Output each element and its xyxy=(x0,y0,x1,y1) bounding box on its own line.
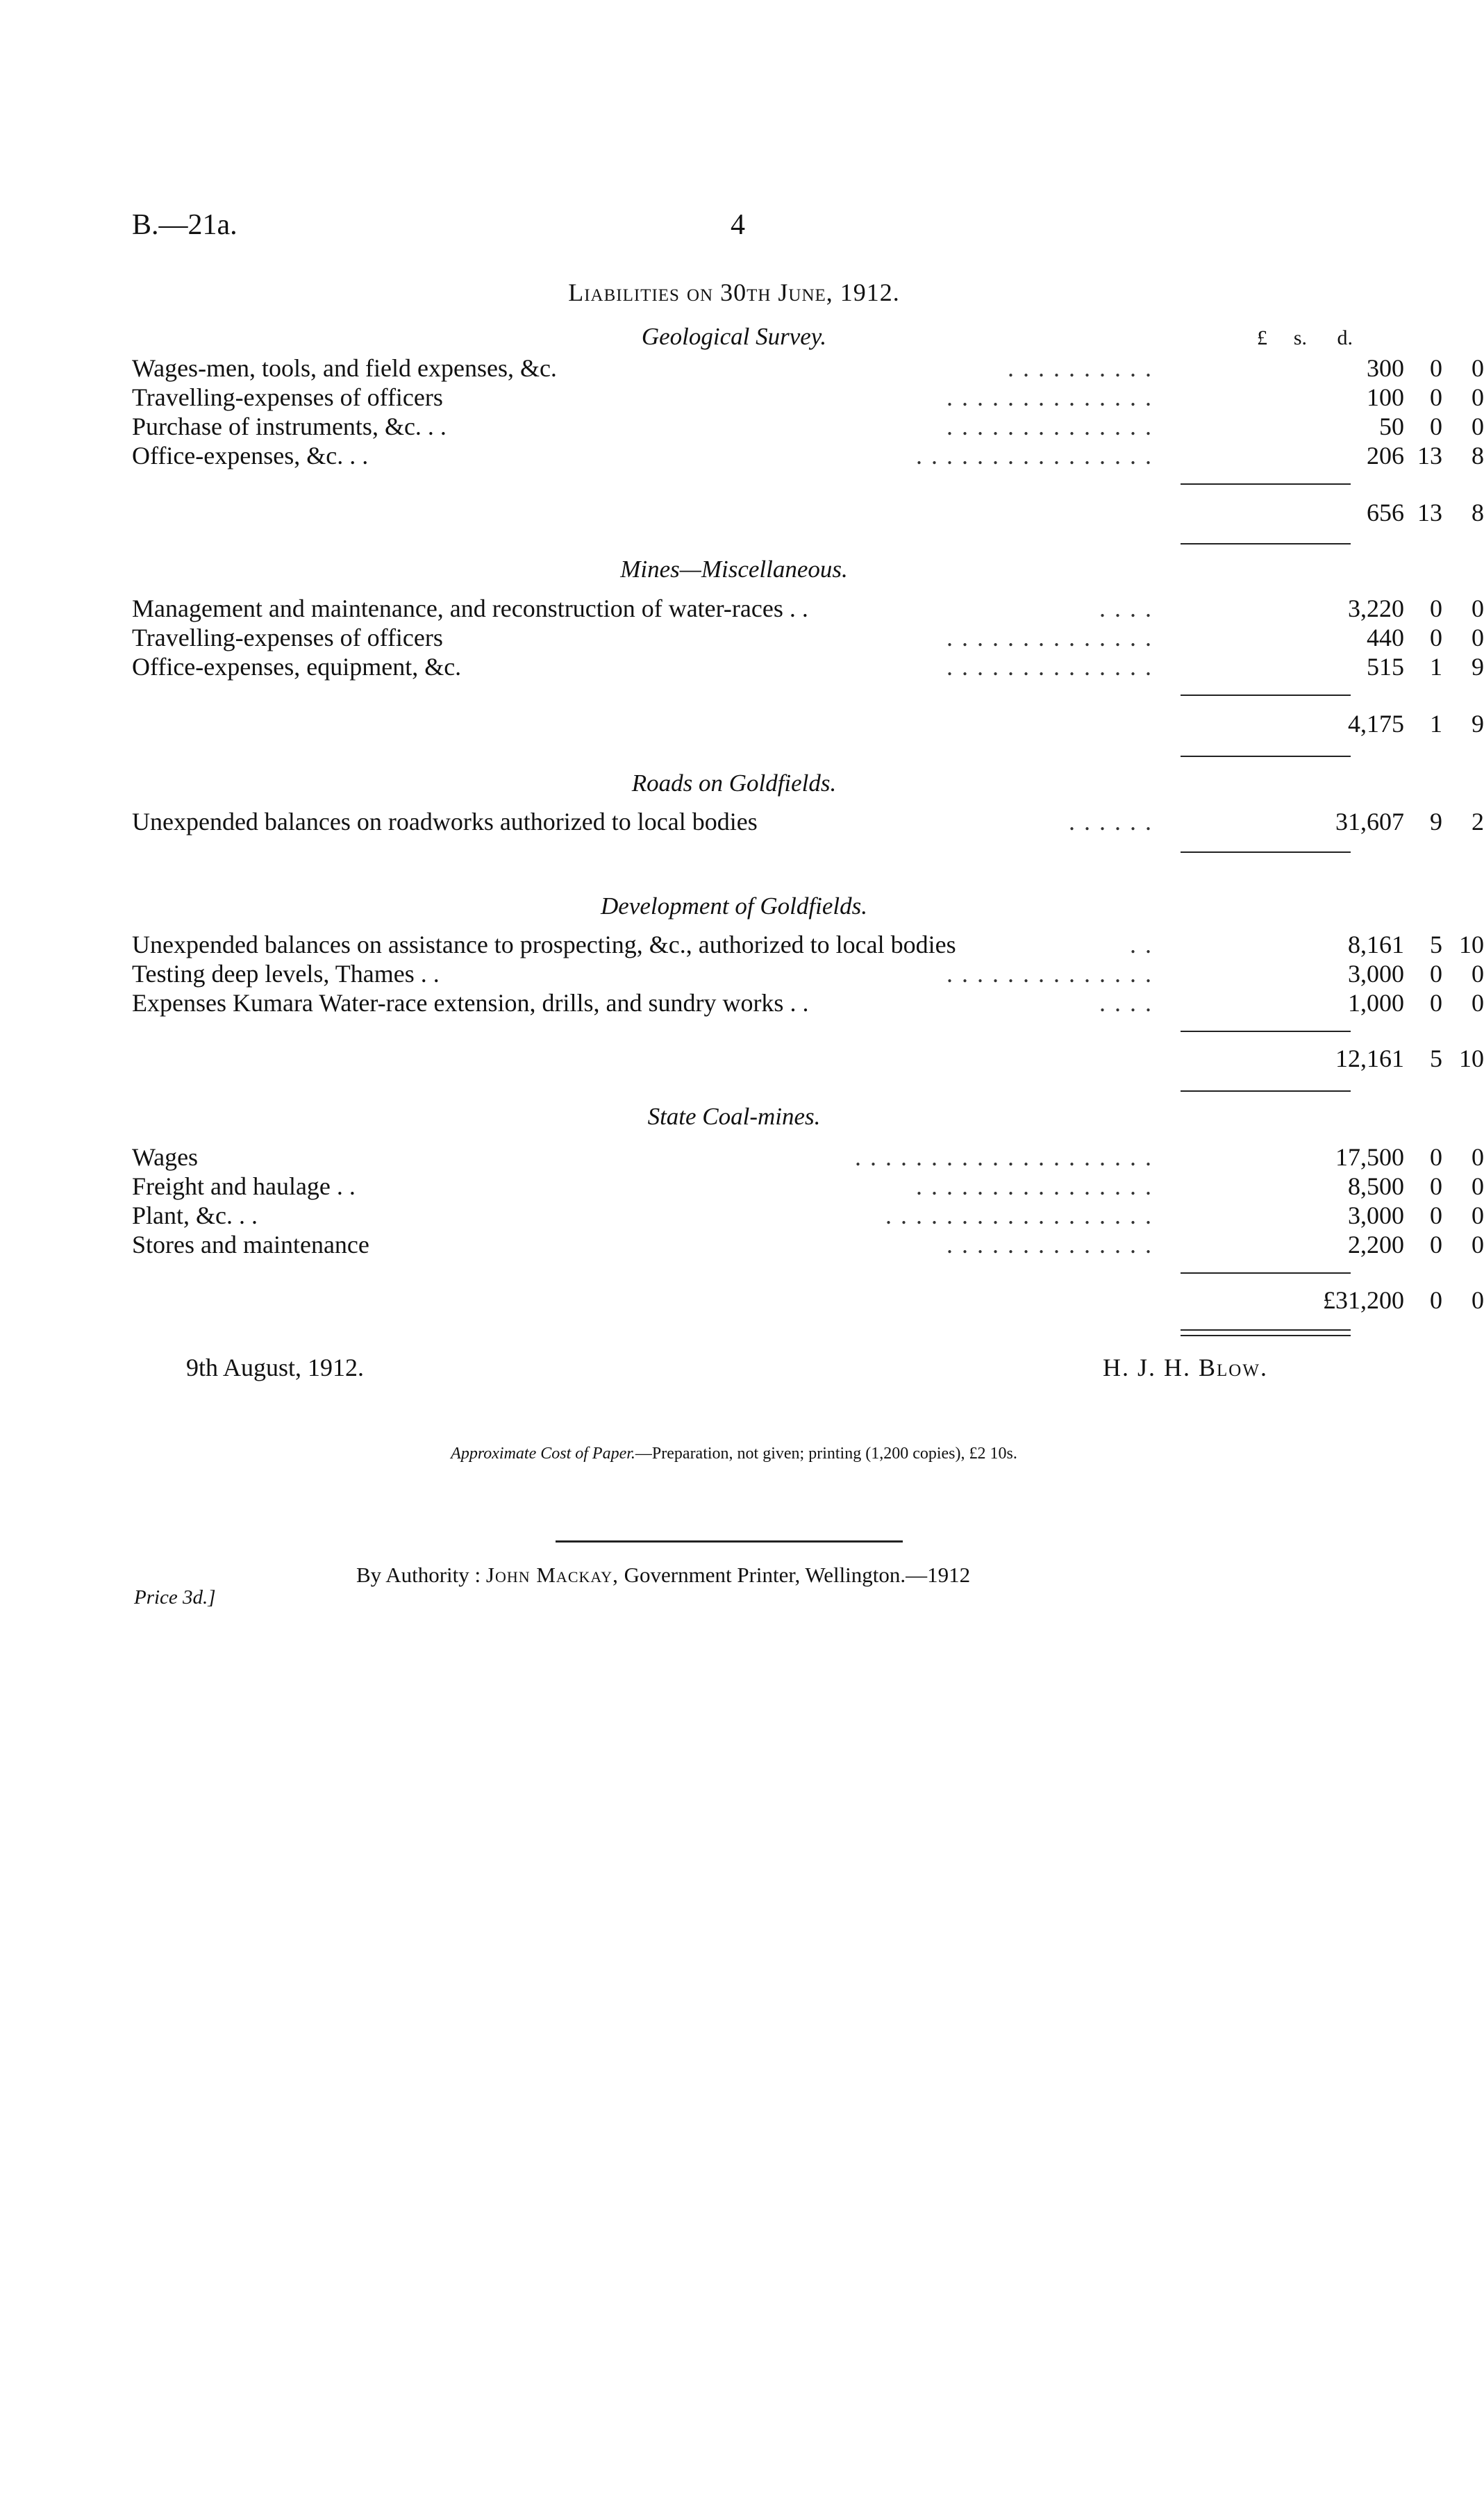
row-pounds: 50 xyxy=(1379,413,1404,440)
row-pounds: 300 xyxy=(1367,354,1404,382)
row-shillings: 0 xyxy=(1430,413,1442,440)
row-shillings: 13 xyxy=(1417,442,1442,469)
total-pence: 9 xyxy=(1472,710,1484,738)
row-pence: 0 xyxy=(1472,624,1484,651)
price-label: Price 3d.] xyxy=(134,1586,216,1608)
row-pounds: 8,500 xyxy=(1348,1172,1404,1200)
date-line: 9th August, 1912. xyxy=(186,1354,365,1381)
row-shillings: 0 xyxy=(1430,1143,1442,1171)
authority-suffix: Government Printer, Wellington.—1912 xyxy=(624,1563,971,1587)
row-label: Wages xyxy=(132,1143,199,1171)
row-pounds: 1,000 xyxy=(1348,989,1404,1017)
row-pence: 0 xyxy=(1472,960,1484,988)
dot-leader: . . . . . . . . . . . . . . xyxy=(947,383,1153,411)
subtotal-rule xyxy=(1181,695,1351,696)
row-shillings: 0 xyxy=(1430,1202,1442,1229)
grand-total-rule xyxy=(1181,1329,1351,1331)
total-rule xyxy=(1181,543,1351,544)
section-heading-development-of-goldfields: Development of Goldfields. xyxy=(601,892,867,920)
authority-prefix: By Authority : xyxy=(356,1563,481,1587)
shillings-column-header: s. xyxy=(1293,326,1307,349)
row-pence: 10 xyxy=(1459,931,1484,958)
row-pence: 0 xyxy=(1472,1172,1484,1200)
dot-leader: . . . . . . . . . . . . . . . . xyxy=(916,1172,1153,1200)
row-pence: 0 xyxy=(1472,383,1484,411)
dot-leader: . . . . . . . . . . . . . . . . . . . . xyxy=(855,1143,1153,1171)
total-rule xyxy=(1181,756,1351,757)
row-shillings: 0 xyxy=(1430,624,1442,651)
row-label: Office-expenses, &c. . . xyxy=(132,442,369,469)
total-pence: 0 xyxy=(1472,1286,1484,1314)
row-label: Office-expenses, equipment, &c. xyxy=(132,653,462,681)
row-shillings: 0 xyxy=(1430,1231,1442,1258)
total-shillings: 13 xyxy=(1417,499,1442,526)
row-pounds: 440 xyxy=(1367,624,1404,651)
total-rule xyxy=(1181,1090,1351,1092)
page-title: Liabilities on 30th June, 1912. xyxy=(568,279,900,306)
subtotal-rule xyxy=(1181,1031,1351,1032)
dot-leader: . . . . . . xyxy=(1069,808,1153,836)
cost-note xyxy=(0,1445,1468,1463)
row-label: Purchase of instruments, &c. . . xyxy=(132,413,447,440)
row-label: Stores and maintenance xyxy=(132,1231,369,1258)
row-label: Plant, &c. . . xyxy=(132,1202,258,1229)
row-pence: 0 xyxy=(1472,1231,1484,1258)
total-pence: 10 xyxy=(1459,1045,1484,1072)
cost-text: —Preparation, not given; printing (1,200 copies), £2 10s. xyxy=(635,1445,1017,1463)
row-pounds: 3,000 xyxy=(1348,960,1404,988)
row-shillings: 1 xyxy=(1430,653,1442,681)
row-pence: 0 xyxy=(1472,595,1484,622)
total-pounds: £31,200 xyxy=(1323,1286,1404,1314)
row-shillings: 0 xyxy=(1430,960,1442,988)
row-label: Travelling-expenses of officers xyxy=(132,383,443,411)
row-pence: 2 xyxy=(1472,808,1484,836)
dot-leader: . . . . . . . . . . . . . . xyxy=(947,1231,1153,1258)
total-shillings: 1 xyxy=(1430,710,1442,738)
total-rule xyxy=(1181,851,1351,853)
row-pence: 8 xyxy=(1472,442,1484,469)
dot-leader: . . . . . . . . . . . . . . . . xyxy=(916,442,1153,469)
footer-rule xyxy=(556,1540,903,1543)
row-shillings: 5 xyxy=(1430,931,1442,958)
row-label: Unexpended balances on roadworks authorized to local bodies xyxy=(132,808,758,836)
row-pounds: 3,000 xyxy=(1348,1202,1404,1229)
total-pounds: 656 xyxy=(1367,499,1404,526)
row-pounds: 3,220 xyxy=(1348,595,1404,622)
row-pounds: 2,200 xyxy=(1348,1231,1404,1258)
row-pounds: 8,161 xyxy=(1348,931,1404,958)
total-shillings: 5 xyxy=(1430,1045,1442,1072)
grand-total-rule xyxy=(1181,1335,1351,1336)
cost-label: Approximate Cost of Paper. xyxy=(451,1445,635,1463)
row-pence: 0 xyxy=(1472,1143,1484,1171)
dot-leader: . . . . . . . . . . xyxy=(1008,354,1153,382)
subtotal-rule xyxy=(1181,483,1351,485)
pence-column-header: d. xyxy=(1337,326,1353,349)
subtotal-rule xyxy=(1181,1272,1351,1274)
dot-leader: . . . . xyxy=(1099,595,1153,622)
row-label: Expenses Kumara Water-race extension, drills, and sundry works . . xyxy=(132,989,809,1017)
row-shillings: 0 xyxy=(1430,383,1442,411)
dot-leader: . . . . . . . . . . . . . . xyxy=(947,624,1153,651)
authority-printer: John Mackay, xyxy=(485,1563,619,1587)
dot-leader: . . xyxy=(1130,931,1153,958)
signature: H. J. H. Blow. xyxy=(1103,1354,1268,1381)
total-shillings: 0 xyxy=(1430,1286,1442,1314)
row-label: Freight and haulage . . xyxy=(132,1172,356,1200)
row-pounds: 515 xyxy=(1367,653,1404,681)
row-pence: 0 xyxy=(1472,354,1484,382)
row-pounds: 206 xyxy=(1367,442,1404,469)
document-reference: B.—21a. xyxy=(132,209,237,241)
row-pence: 0 xyxy=(1472,989,1484,1017)
dot-leader: . . . . . . . . . . . . . . . . . . xyxy=(885,1202,1153,1229)
printer-authority xyxy=(356,1563,970,1588)
row-label: Wages-men, tools, and field expenses, &c. xyxy=(132,354,557,382)
section-heading-state-coal-mines: State Coal-mines. xyxy=(647,1103,821,1130)
row-pence: 9 xyxy=(1472,653,1484,681)
dot-leader: . . . . . . . . . . . . . . xyxy=(947,653,1153,681)
row-shillings: 9 xyxy=(1430,808,1442,836)
section-heading-mines-miscellaneous: Mines—Miscellaneous. xyxy=(620,556,848,583)
dot-leader: . . . . . . . . . . . . . . xyxy=(947,960,1153,988)
row-shillings: 0 xyxy=(1430,1172,1442,1200)
row-shillings: 0 xyxy=(1430,354,1442,382)
row-pounds: 17,500 xyxy=(1335,1143,1404,1171)
row-shillings: 0 xyxy=(1430,989,1442,1017)
row-label: Testing deep levels, Thames . . xyxy=(132,960,440,988)
row-label: Management and maintenance, and reconstruction of water-races . . xyxy=(132,595,808,622)
total-pounds: 4,175 xyxy=(1348,710,1404,738)
row-shillings: 0 xyxy=(1430,595,1442,622)
total-pence: 8 xyxy=(1472,499,1484,526)
row-pounds: 100 xyxy=(1367,383,1404,411)
page-number: 4 xyxy=(731,209,745,241)
dot-leader: . . . . . . . . . . . . . . xyxy=(947,413,1153,440)
section-heading-roads-on-goldfields: Roads on Goldfields. xyxy=(631,770,837,797)
row-label: Unexpended balances on assistance to prospecting, &c., authorized to local bodies xyxy=(132,931,956,958)
dot-leader: . . . . xyxy=(1099,989,1153,1017)
row-label: Travelling-expenses of officers xyxy=(132,624,443,651)
row-pence: 0 xyxy=(1472,1202,1484,1229)
pounds-column-header: £ xyxy=(1257,326,1267,349)
row-pence: 0 xyxy=(1472,413,1484,440)
row-pounds: 31,607 xyxy=(1335,808,1404,836)
section-heading-geological-survey: Geological Survey. xyxy=(641,323,827,350)
total-pounds: 12,161 xyxy=(1335,1045,1404,1072)
